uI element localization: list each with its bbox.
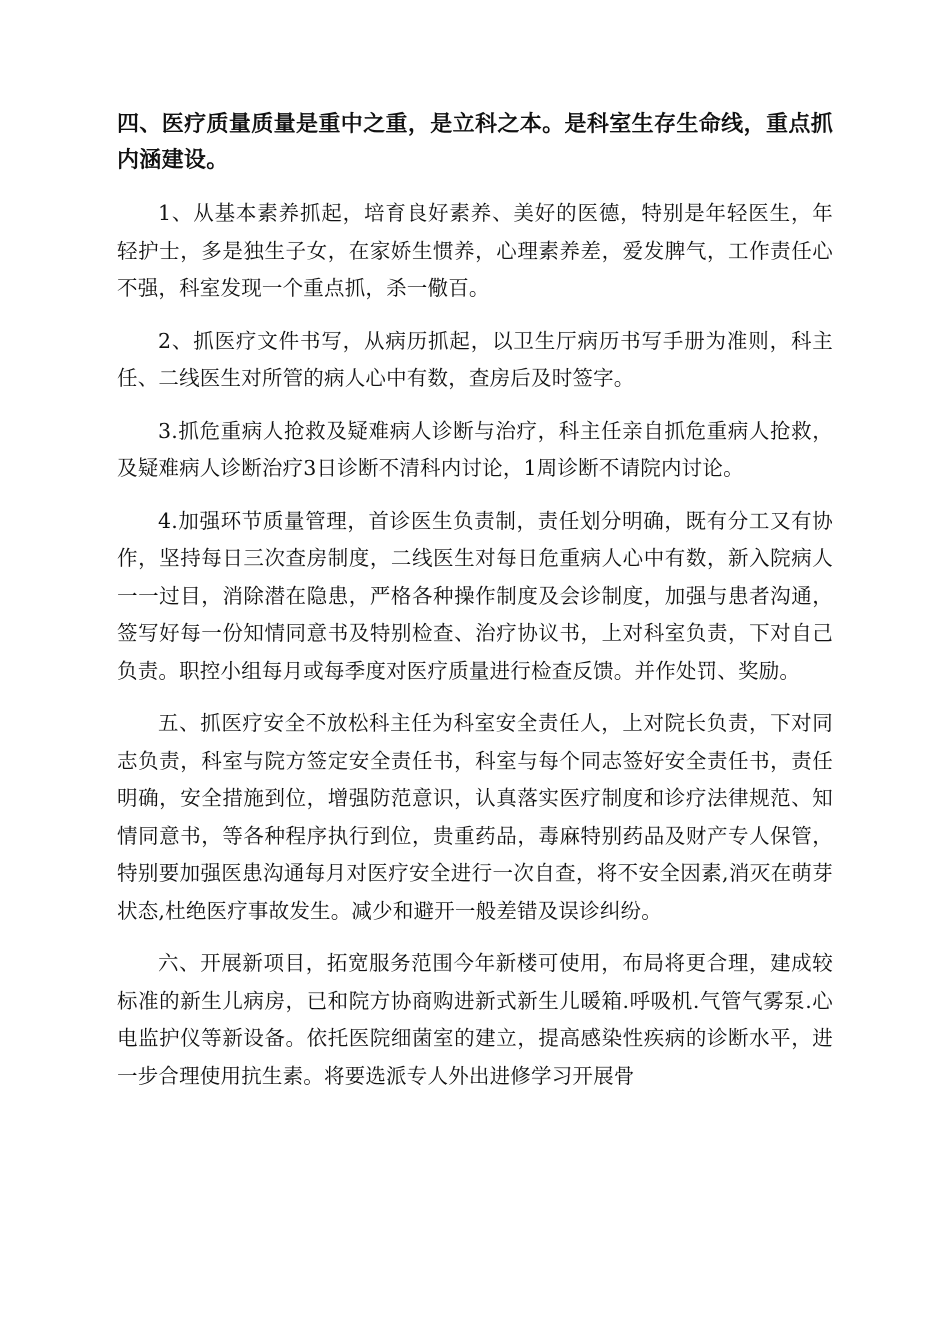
paragraph-new-projects: 六、开展新项目，拓宽服务范围今年新楼可使用，布局将更合理，建成较标准的新生儿病房，已和院方协商购进新式新生儿暖箱.呼吸机.气管气雾泵.心电监护仪等新设备。依托医院细菌室的建立，提高感染性疾病的诊断水平，进一步合理使用抗生素。将要选派专人外出进修学习开展骨 [117, 951, 833, 1088]
paragraph-critical-patients: 3.抓危重病人抢救及疑难病人诊断与治疗，科主任亲自抓危重病人抢救，及疑难病人诊断治疗3日诊断不清科内讨论，1周诊断不请院内讨论。 [117, 418, 833, 480]
section-heading: 四、医疗质量质量是重中之重，是立科之本。是科室生存生命线，重点抓内涵建设。 [117, 112, 833, 173]
paragraph-basic-quality: 1、从基本素养抓起，培育良好素养、美好的医德，特别是年轻医生，年轻护士，多是独生子女，在家娇生惯养，心理素养差，爱发脾气，工作责任心不强，科室发现一个重点抓，杀一儆百。 [117, 201, 833, 300]
paragraph-medical-records: 2、抓医疗文件书写，从病历抓起，以卫生厅病历书写手册为准则，科主任、二线医生对所管的病人心中有数，查房后及时签字。 [117, 328, 833, 390]
paragraph-quality-management: 4.加强环节质量管理，首诊医生负责制，责任划分明确，既有分工又有协作，坚持每日三次查房制度，二线医生对每日危重病人心中有数，新入院病人一一过目，消除潜在隐患，严格各种操作制度及会诊制度，加强与患者沟通，签写好每一份知情同意书及特别检查、治疗协议书，上对科室负责，下对自己负责。职控小组每月或每季度对医疗质量进行检查反馈。并作处罚、奖励。 [117, 508, 833, 683]
document-page [117, 107, 833, 1110]
paragraph-medical-safety: 五、抓医疗安全不放松科主任为科室安全责任人，上对院长负责，下对同志负责，科室与院方签定安全责任书，科室与每个同志签好安全责任书，责任明确，安全措施到位，增强防范意识，认真落实医疗制度和诊疗法律规范、知情同意书，等各种程序执行到位，贵重药品，毒麻特别药品及财产专人保管，特别要加强医患沟通每月对医疗安全进行一次自查，将不安全因素,消灭在萌芽状态,杜绝医疗事故发生。减少和避开一般差错及误诊纠纷。 [117, 711, 833, 923]
